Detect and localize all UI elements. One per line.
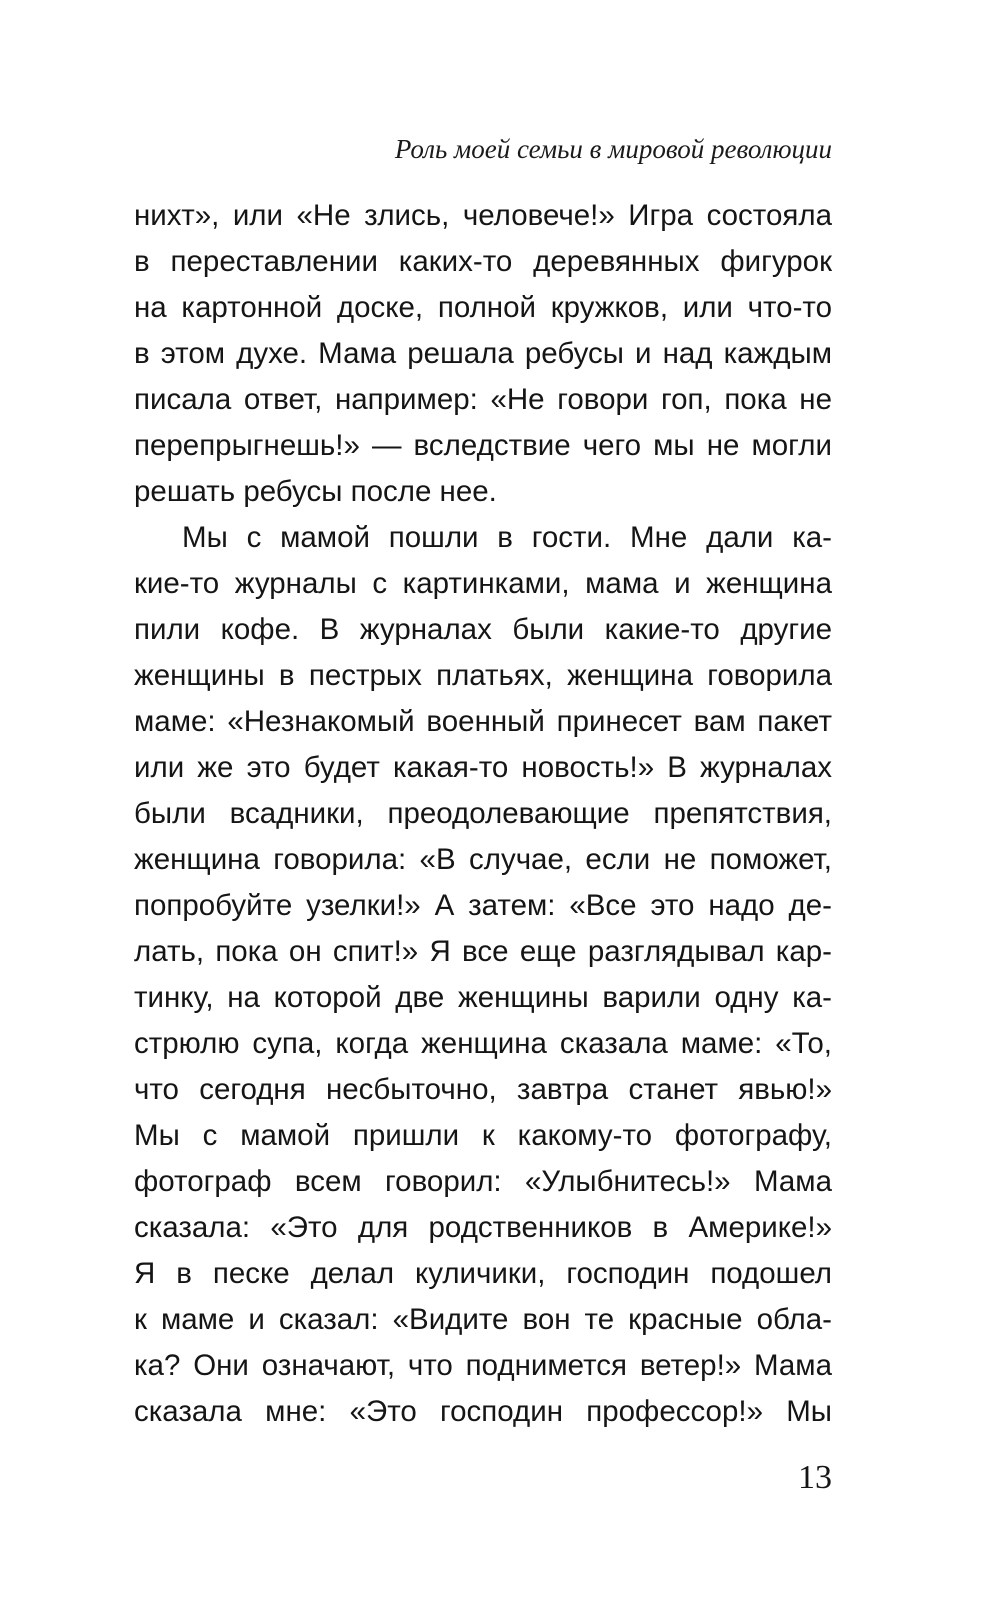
text-line: на картонной доске, полной кружков, или что-то [134,291,832,324]
paragraph-2 [134,515,832,1573]
text-line: фотограф всем говорил: «Улыбнитесь!» Мама [134,1165,832,1198]
paragraph-1 [134,193,832,515]
text-line: ка? Они означают, что поднимется ветер!» Мама [134,1349,832,1382]
text-line: нихт», или «Не злись, человече!» Игра состояла [134,199,832,232]
text-line: к маме и сказал: «Видите вон те красные обла- [134,1303,832,1336]
text-line: женщины в пестрых платьях, женщина говорила [134,659,832,692]
text-line: пили кофе. В журналах были какие-то другие [134,613,832,646]
text-line: тинку, на которой две женщины варили одну ка- [134,981,832,1014]
text-line: перепрыгнешь!» — вследствие чего мы не могли [134,429,832,462]
text-line: сказала мне: «Это господин профессор!» Мы [134,1395,832,1428]
text-line: сказала: «Это для родственников в Америке!» [134,1211,832,1244]
text-line [134,1527,832,1573]
text-line: лать, пока он спит!» Я все еще разглядывал кар- [134,935,832,968]
text-line: Мы с мамой пришли к какому-то фотографу, [134,1119,832,1152]
text-line: писала ответ, например: «Не говори гоп, пока не [134,383,832,416]
text-line: попробуйте узелки!» А затем: «Все это надо де- [134,889,832,922]
text-line: Мы с мамой пошли в гости. Мне дали ка- [182,521,832,554]
running-header: Роль моей семьи в мировой революции [394,134,832,164]
text-line: женщина говорила: «В случае, если не поможет, [134,843,832,876]
text-line: стрюлю супа, когда женщина сказала маме: «То, [134,1027,832,1060]
text-line: что сегодня несбыточно, завтра станет явью!» [134,1073,832,1106]
text-line: решать ребусы после нее. [134,475,497,508]
text-line: кие-то журналы с картинками, мама и женщина [134,567,832,600]
text-line: маме: «Незнакомый военный принесет вам пакет [134,705,832,738]
body-text [134,193,832,1573]
page-number: 13 [798,1459,832,1496]
text-line: или же это будет какая-то новость!» В журналах [134,751,832,784]
text-line: Я в песке делал куличики, господин подошел [134,1257,832,1290]
text-line: в этом духе. Мама решала ребусы и над каждым [134,337,832,370]
text-line: были всадники, преодолевающие препятствия, [134,797,832,830]
text-line: в переставлении каких-то деревянных фигурок [134,245,832,278]
